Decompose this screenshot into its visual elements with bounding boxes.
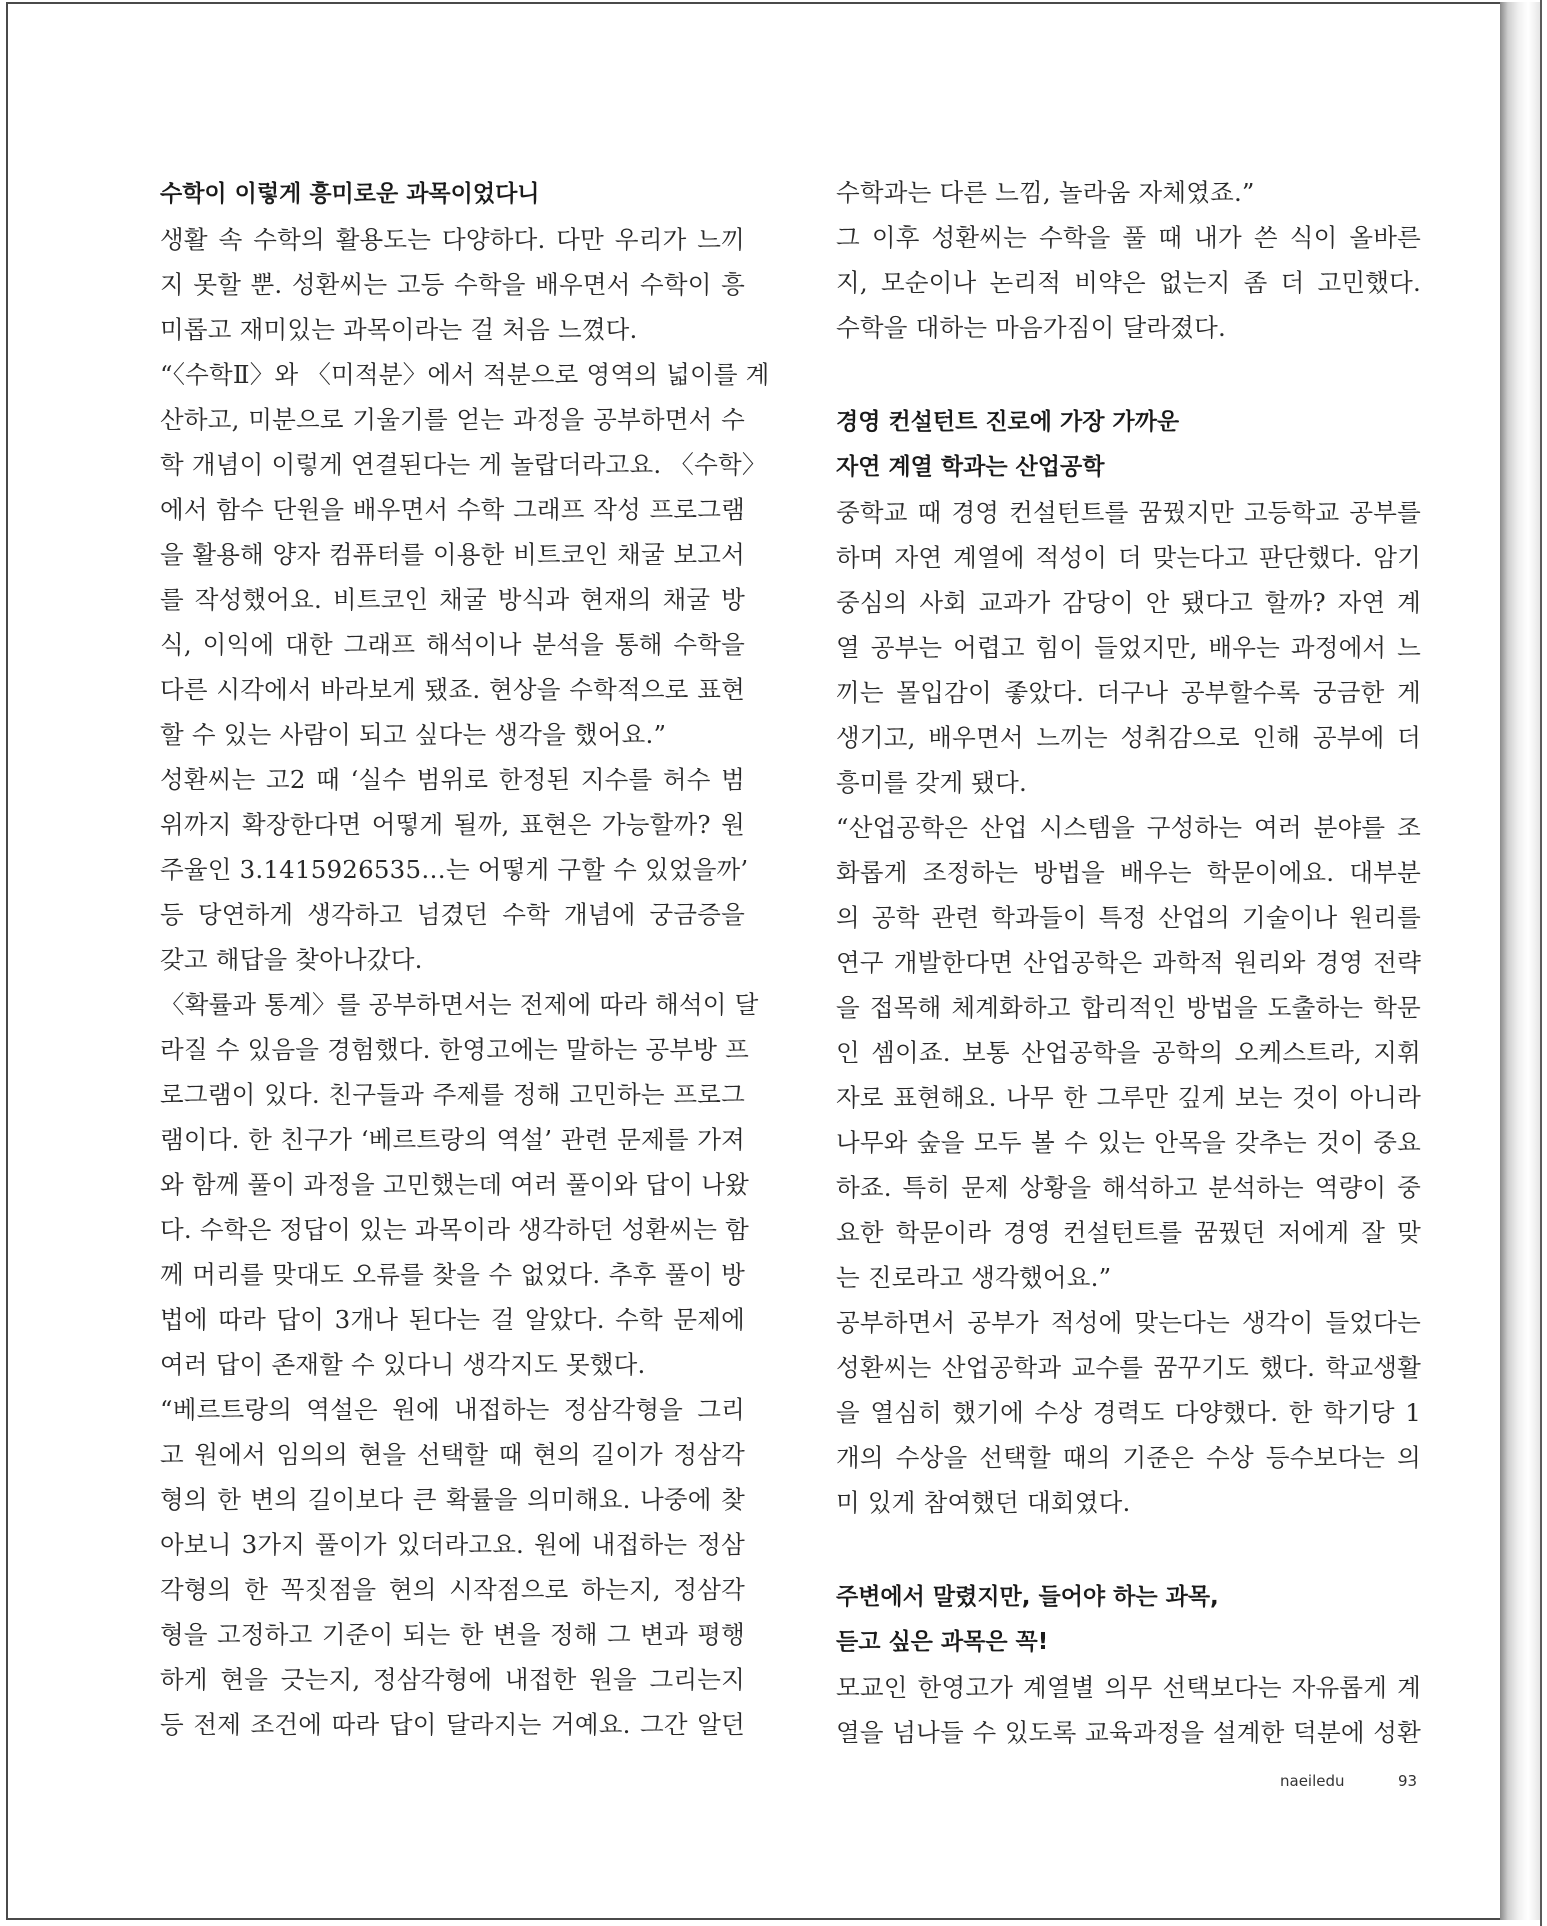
footer-brand: naeiledu: [1280, 1772, 1345, 1790]
text-line: 수학과는 다른 느낌, 놀라움 자체였죠.”: [836, 178, 1255, 207]
text-line: 로그램이 있다. 친구들과 주제를 정해 고민하는 프로그: [160, 1080, 745, 1109]
right-intro-text: [836, 170, 1421, 350]
text-line: 공부하면서 공부가 적성에 맞는다는 생각이 들었다는: [836, 1308, 1421, 1337]
text-line: 생기고, 배우면서 느끼는 성취감으로 인해 공부에 더: [836, 723, 1421, 752]
section-heading-2-line-2: 자연 계열 학과는 산업공학: [836, 454, 1105, 480]
text-line: 나무와 숲을 모두 볼 수 있는 안목을 갖추는 것이 중요: [836, 1128, 1421, 1157]
text-line: 위까지 확장한다면 어떻게 될까, 표현은 가능할까? 원: [160, 810, 745, 839]
section-3-body-text: [836, 1665, 1421, 1755]
page-number: 93: [1398, 1772, 1418, 1790]
right-column: [836, 170, 1421, 1755]
text-line: 자로 표현해요. 나무 한 그루만 깊게 보는 것이 아니라: [836, 1083, 1421, 1112]
text-line: 는 진로라고 생각했어요.”: [836, 1263, 1112, 1292]
text-line: 미 있게 참여했던 대회였다.: [836, 1488, 1131, 1517]
text-line: 에서 함수 단원을 배우면서 수학 그래프 작성 프로그램: [160, 495, 745, 524]
text-line: 성환씨는 고2 때 ‘실수 범위로 한정된 지수를 허수 범: [160, 765, 745, 794]
text-line: 흥미를 갖게 됐다.: [836, 768, 1028, 797]
text-line: 인 셈이죠. 보통 산업공학을 공학의 오케스트라, 지휘: [836, 1038, 1421, 1067]
text-line: 형의 한 변의 길이보다 큰 확률을 의미해요. 나중에 찾: [160, 1485, 745, 1514]
section-heading-3-line-2: 듣고 싶은 과목은 꼭!: [836, 1629, 1049, 1655]
text-line: 라질 수 있음을 경험했다. 한영고에는 말하는 공부방 프: [160, 1035, 749, 1064]
text-line: 주율인 3.1415926535…는 어떻게 구할 수 있었을까’: [160, 855, 749, 884]
text-line: 열을 넘나들 수 있도록 교육과정을 설계한 덕분에 성환: [836, 1718, 1421, 1747]
text-line: 을 열심히 했기에 수상 경력도 다양했다. 한 학기당 1: [836, 1398, 1421, 1427]
text-line: 지 못할 뿐. 성환씨는 고등 수학을 배우면서 수학이 흥: [160, 270, 745, 299]
text-line: 지, 모순이나 논리적 비약은 없는지 좀 더 고민했다.: [836, 268, 1421, 297]
text-line: 학 개념이 이렇게 연결된다는 게 놀랍더라고요. 〈수학〉: [160, 450, 767, 479]
text-line: 법에 따라 답이 3개나 된다는 걸 알았다. 수학 문제에: [160, 1305, 745, 1334]
text-line: 수학을 대하는 마음가짐이 달라졌다.: [836, 313, 1226, 342]
text-line: 와 함께 풀이 과정을 고민했는데 여러 풀이와 답이 나왔: [160, 1170, 749, 1199]
page-edge-line: [1540, 0, 1542, 1926]
text-line: “베르트랑의 역설은 원에 내접하는 정삼각형을 그리: [160, 1395, 745, 1424]
text-line: 형을 고정하고 기준이 되는 한 변을 정해 그 변과 평행: [160, 1620, 745, 1649]
text-line: 산하고, 미분으로 기울기를 얻는 과정을 공부하면서 수: [160, 405, 745, 434]
spacer: [836, 350, 1421, 400]
text-line: 요한 학문이라 경영 컨설턴트를 꿈꿨던 저에게 잘 맞: [836, 1218, 1421, 1247]
text-line: 하죠. 특히 문제 상황을 해석하고 분석하는 역량이 중: [836, 1173, 1421, 1202]
text-line: 끼는 몰입감이 좋았다. 더구나 공부할수록 궁금한 게: [836, 678, 1421, 707]
section-heading: 수학이 이렇게 흥미로운 과목이었다니: [160, 181, 540, 207]
text-line: 그 이후 성환씨는 수학을 풀 때 내가 쓴 식이 올바른: [836, 223, 1421, 252]
text-line: 다른 시각에서 바라보게 됐죠. 현상을 수학적으로 표현: [160, 675, 745, 704]
section-heading-2-line-1: 경영 컨설턴트 진로에 가장 가까운: [836, 409, 1180, 435]
text-line: 하며 자연 계열에 적성이 더 맞는다고 판단했다. 암기: [836, 543, 1421, 572]
text-line: 각형의 한 꼭짓점을 현의 시작점으로 하는지, 정삼각: [160, 1575, 745, 1604]
text-line: 를 작성했어요. 비트코인 채굴 방식과 현재의 채굴 방: [160, 585, 745, 614]
text-line: 을 활용해 양자 컴퓨터를 이용한 비트코인 채굴 보고서: [160, 540, 745, 569]
text-line: “〈수학Ⅱ〉와 〈미적분〉에서 적분으로 영역의 넓이를 계: [160, 360, 770, 389]
text-line: 식, 이익에 대한 그래프 해석이나 분석을 통해 수학을: [160, 630, 745, 659]
page-edge-curl: [1500, 2, 1540, 1920]
left-body-text: [160, 217, 770, 1747]
text-line: 모교인 한영고가 계열별 의무 선택보다는 자유롭게 계: [836, 1673, 1421, 1702]
text-line: 〈확률과 통계〉를 공부하면서는 전제에 따라 해석이 달: [160, 990, 759, 1019]
text-line: 고 원에서 임의의 현을 선택할 때 현의 길이가 정삼각: [160, 1440, 745, 1469]
text-line: 개의 수상을 선택할 때의 기준은 수상 등수보다는 의: [836, 1443, 1421, 1472]
text-line: 화롭게 조정하는 방법을 배우는 학문이에요. 대부분: [836, 858, 1421, 887]
text-line: 다. 수학은 정답이 있는 과목이라 생각하던 성환씨는 함: [160, 1215, 749, 1244]
text-line: 열 공부는 어렵고 힘이 들었지만, 배우는 과정에서 느: [836, 633, 1421, 662]
text-line: 연구 개발한다면 산업공학은 과학적 원리와 경영 전략: [836, 948, 1421, 977]
text-line: 의 공학 관련 학과들이 특정 산업의 기술이나 원리를: [836, 903, 1421, 932]
text-line: 램이다. 한 친구가 ‘베르트랑의 역설’ 관련 문제를 가져: [160, 1125, 745, 1154]
text-line: 생활 속 수학의 활용도는 다양하다. 다만 우리가 느끼: [160, 225, 745, 254]
section-heading-3-line-1: 주변에서 말렸지만, 들어야 하는 과목,: [836, 1584, 1219, 1610]
text-line: 미롭고 재미있는 과목이라는 걸 처음 느꼈다.: [160, 315, 638, 344]
text-line: 등 전제 조건에 따라 답이 달라지는 거예요. 그간 알던: [160, 1710, 745, 1739]
text-line: 중학교 때 경영 컨설턴트를 꿈꿨지만 고등학교 공부를: [836, 498, 1421, 527]
text-line: 등 당연하게 생각하고 넘겼던 수학 개념에 궁금증을: [160, 900, 745, 929]
section-2-body-text: [836, 490, 1421, 1525]
text-line: 을 접목해 체계화하고 합리적인 방법을 도출하는 학문: [836, 993, 1421, 1022]
text-line: 하게 현을 긋는지, 정삼각형에 내접한 원을 그리는지: [160, 1665, 745, 1694]
text-line: 께 머리를 맞대도 오류를 찾을 수 없었다. 추후 풀이 방: [160, 1260, 745, 1289]
text-line: “산업공학은 산업 시스템을 구성하는 여러 분야를 조: [836, 813, 1421, 842]
text-line: 아보니 3가지 풀이가 있더라고요. 원에 내접하는 정삼: [160, 1530, 745, 1559]
text-line: 갖고 해답을 찾아나갔다.: [160, 945, 423, 974]
text-line: 성환씨는 산업공학과 교수를 꿈꾸기도 했다. 학교생활: [836, 1353, 1421, 1382]
text-line: 중심의 사회 교과가 감당이 안 됐다고 할까? 자연 계: [836, 588, 1421, 617]
text-line: 여러 답이 존재할 수 있다니 생각지도 못했다.: [160, 1350, 646, 1379]
left-column: [160, 172, 770, 1747]
text-line: 할 수 있는 사람이 되고 싶다는 생각을 했어요.”: [160, 720, 667, 749]
spacer: [836, 1525, 1421, 1575]
